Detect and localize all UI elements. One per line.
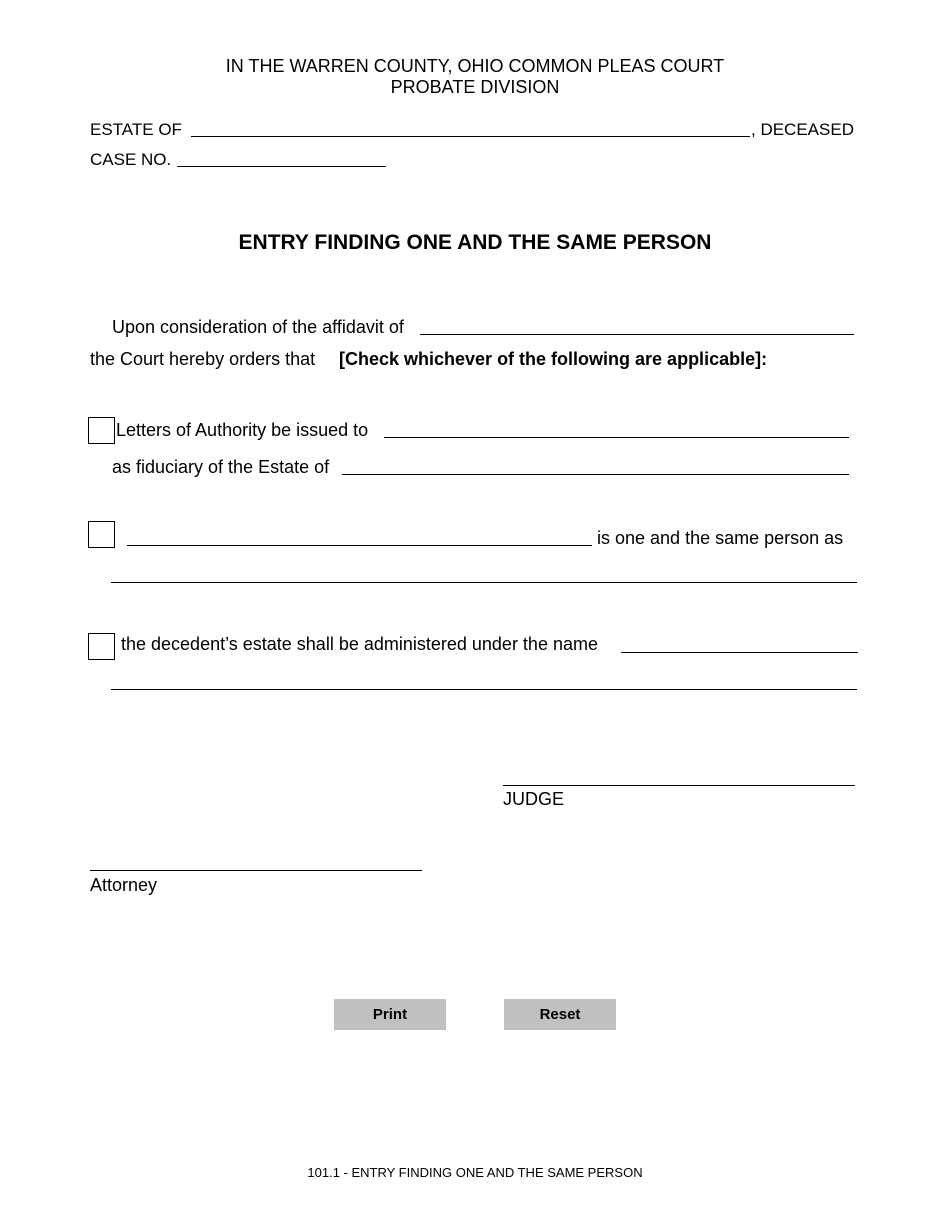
affidavit-label: Upon consideration of the affidavit of	[112, 317, 404, 337]
letters-of-authority-checkbox[interactable]	[88, 417, 115, 444]
other-name-underline	[111, 582, 857, 583]
affidavit-underline	[420, 334, 854, 335]
judge-label: JUDGE	[503, 789, 565, 809]
administered-name-continued-field[interactable]	[111, 667, 857, 689]
affiant-name-field[interactable]	[420, 312, 854, 334]
same-person-label: is one and the same person as	[597, 528, 844, 548]
issued-to-underline	[384, 437, 849, 438]
person-name-field[interactable]	[127, 523, 592, 545]
deceased-label: , DECEASED	[751, 120, 854, 139]
case-number-field[interactable]	[177, 146, 386, 168]
same-person-checkbox[interactable]	[88, 521, 115, 548]
administered-name-label: the decedent’s estate shall be administered under the name	[121, 634, 598, 654]
other-name-field[interactable]	[111, 560, 857, 582]
form-footer-id: 101.1 - ENTRY FINDING ONE AND THE SAME PERSON	[307, 1165, 643, 1180]
reset-button[interactable]: Reset	[504, 999, 616, 1030]
attorney-label: Attorney	[90, 875, 158, 895]
person-name-underline	[127, 545, 592, 546]
fiduciary-label: as fiduciary of the Estate of	[112, 457, 330, 477]
fiduciary-estate-underline	[342, 474, 849, 475]
estate-name-field[interactable]	[191, 116, 750, 138]
division-heading: PROBATE DIVISION	[390, 77, 560, 97]
issued-to-field[interactable]	[384, 415, 849, 437]
administered-name-continued-underline	[111, 689, 857, 690]
administered-name-underline	[621, 652, 858, 653]
letters-of-authority-label: Letters of Authority be issued to	[116, 420, 369, 440]
court-orders-text: the Court hereby orders that	[90, 349, 316, 369]
estate-of-label: ESTATE OF	[90, 120, 182, 139]
attorney-signature-line	[90, 870, 422, 871]
fiduciary-estate-field[interactable]	[342, 452, 849, 474]
administered-name-checkbox[interactable]	[88, 633, 115, 660]
check-instruction: [Check whichever of the following are applicable]:	[339, 349, 768, 369]
form-title: ENTRY FINDING ONE AND THE SAME PERSON	[238, 231, 712, 254]
judge-signature-line	[503, 785, 855, 786]
court-name-heading: IN THE WARREN COUNTY, OHIO COMMON PLEAS COURT	[225, 56, 725, 76]
print-button[interactable]: Print	[334, 999, 446, 1030]
case-number-label: CASE NO.	[90, 150, 172, 169]
administered-name-field[interactable]	[621, 630, 858, 652]
